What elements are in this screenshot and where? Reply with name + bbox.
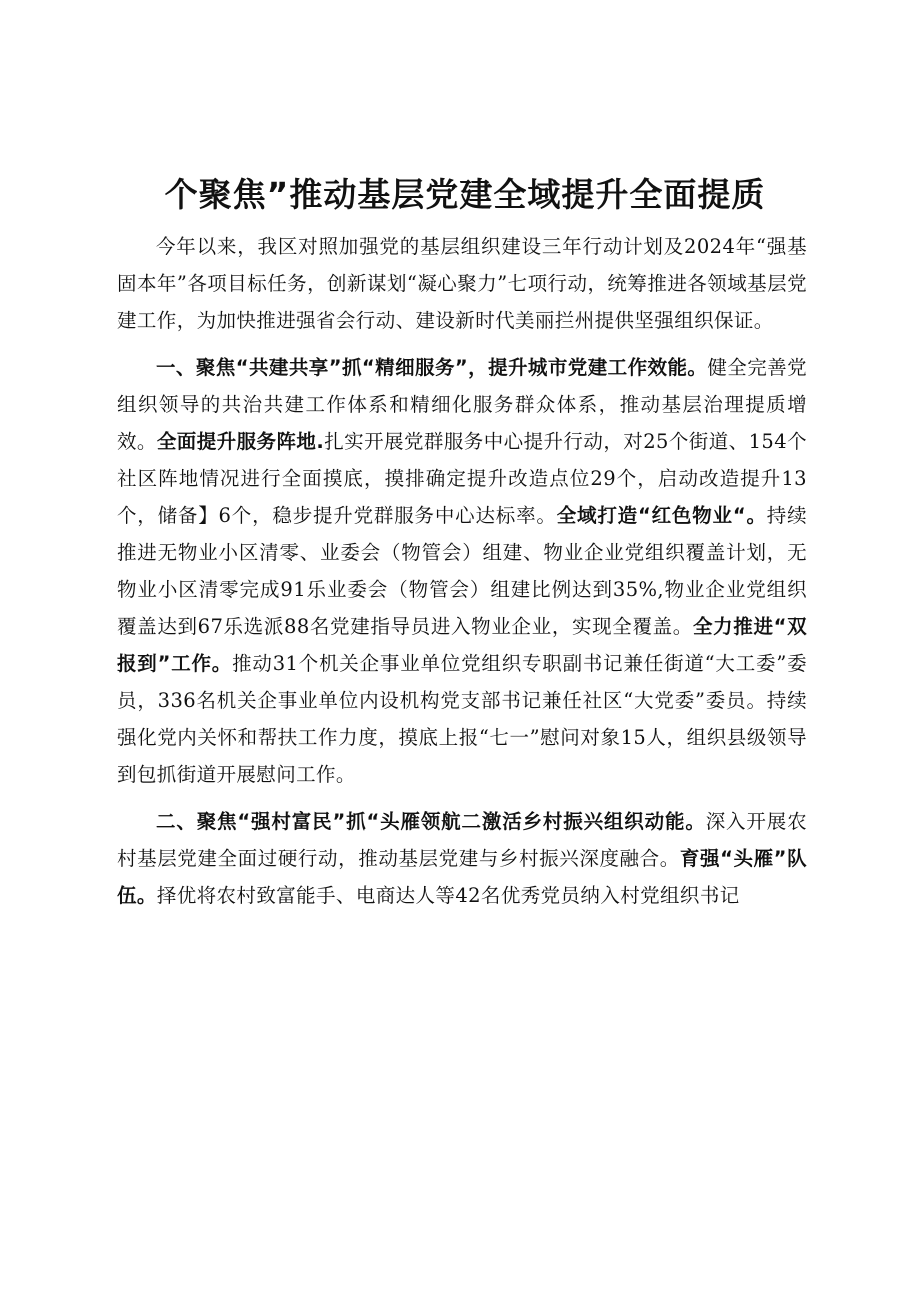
service-position-text: 扎实开展党群服务中心提升行动，对25个街道、154个社区阵地情况进行全面摸底，摸排确定提升改造点位29个，启动改造提升13个，储备】6个，稳步提升党群服务中心达标率。 — [117, 430, 807, 527]
section-two-paragraph — [117, 803, 807, 914]
intro-text: 今年以来，我区对照加强党的基层组织建设三年行动计划及2024年“强基固本年”各项目标任务，创新谋划“凝心聚力”七项行动，统筹推进各领域基层党建工作，为加快推进强省会行动、建设新时代美丽拦州提供坚强组织保证。 — [117, 235, 807, 332]
leader-team-text: 择优将农村致富能手、电商达人等42名优秀党员纳入村党组织书记 — [156, 884, 740, 907]
document-body — [117, 228, 807, 914]
subheading-double-report: 全力推进“双报到”工作。 — [117, 615, 807, 675]
double-report-text: 推动31个机关企事业单位党组织专职副书记兼任街道“大工委”委员，336名机关企事业单位内设机构党支部书记兼任社区“大党委”委员。持续强化党内关怀和帮扶工作力度，摸底上报“七一”慰问对象15人，组织县级领导到包抓街道开展慰问工作。 — [117, 652, 807, 786]
section-two-heading: 二、聚焦“强村富民”抓“头雁领航二激活乡村振兴组织动能。 — [156, 810, 706, 833]
subheading-service-position: 全面提升服务阵地. — [156, 430, 325, 453]
section-two-text: 深入开展农村基层党建全面过硬行动，推动基层党建与乡村振兴深度融合。 — [117, 810, 807, 870]
section-one-heading: 一、聚焦“共建共享”抓“精细服务”，提升城市党建工作效能。 — [156, 356, 708, 379]
section-one-text: 健全完善党组织领导的共治共建工作体系和精细化服务群众体系，推动基层治理提质增效。 — [117, 356, 807, 453]
document-title: 个聚焦”推动基层党建全域提升全面提质 — [164, 175, 766, 214]
subheading-red-property: 全域打造“红色物业“。 — [556, 504, 767, 527]
section-one-paragraph — [117, 349, 807, 793]
subheading-leader-team: 育强“头雁”队伍。 — [117, 847, 808, 907]
intro-paragraph — [117, 228, 807, 339]
red-property-text: 持续推进无物业小区清零、业委会（物管会）组建、物业企业党组织覆盖计划，无物业小区清零完成91乐业委会（物管会）组建比例达到35%,物业企业党组织覆盖达到67乐选派88名党建指导员进入物业企业，实现全覆盖。 — [117, 504, 807, 638]
